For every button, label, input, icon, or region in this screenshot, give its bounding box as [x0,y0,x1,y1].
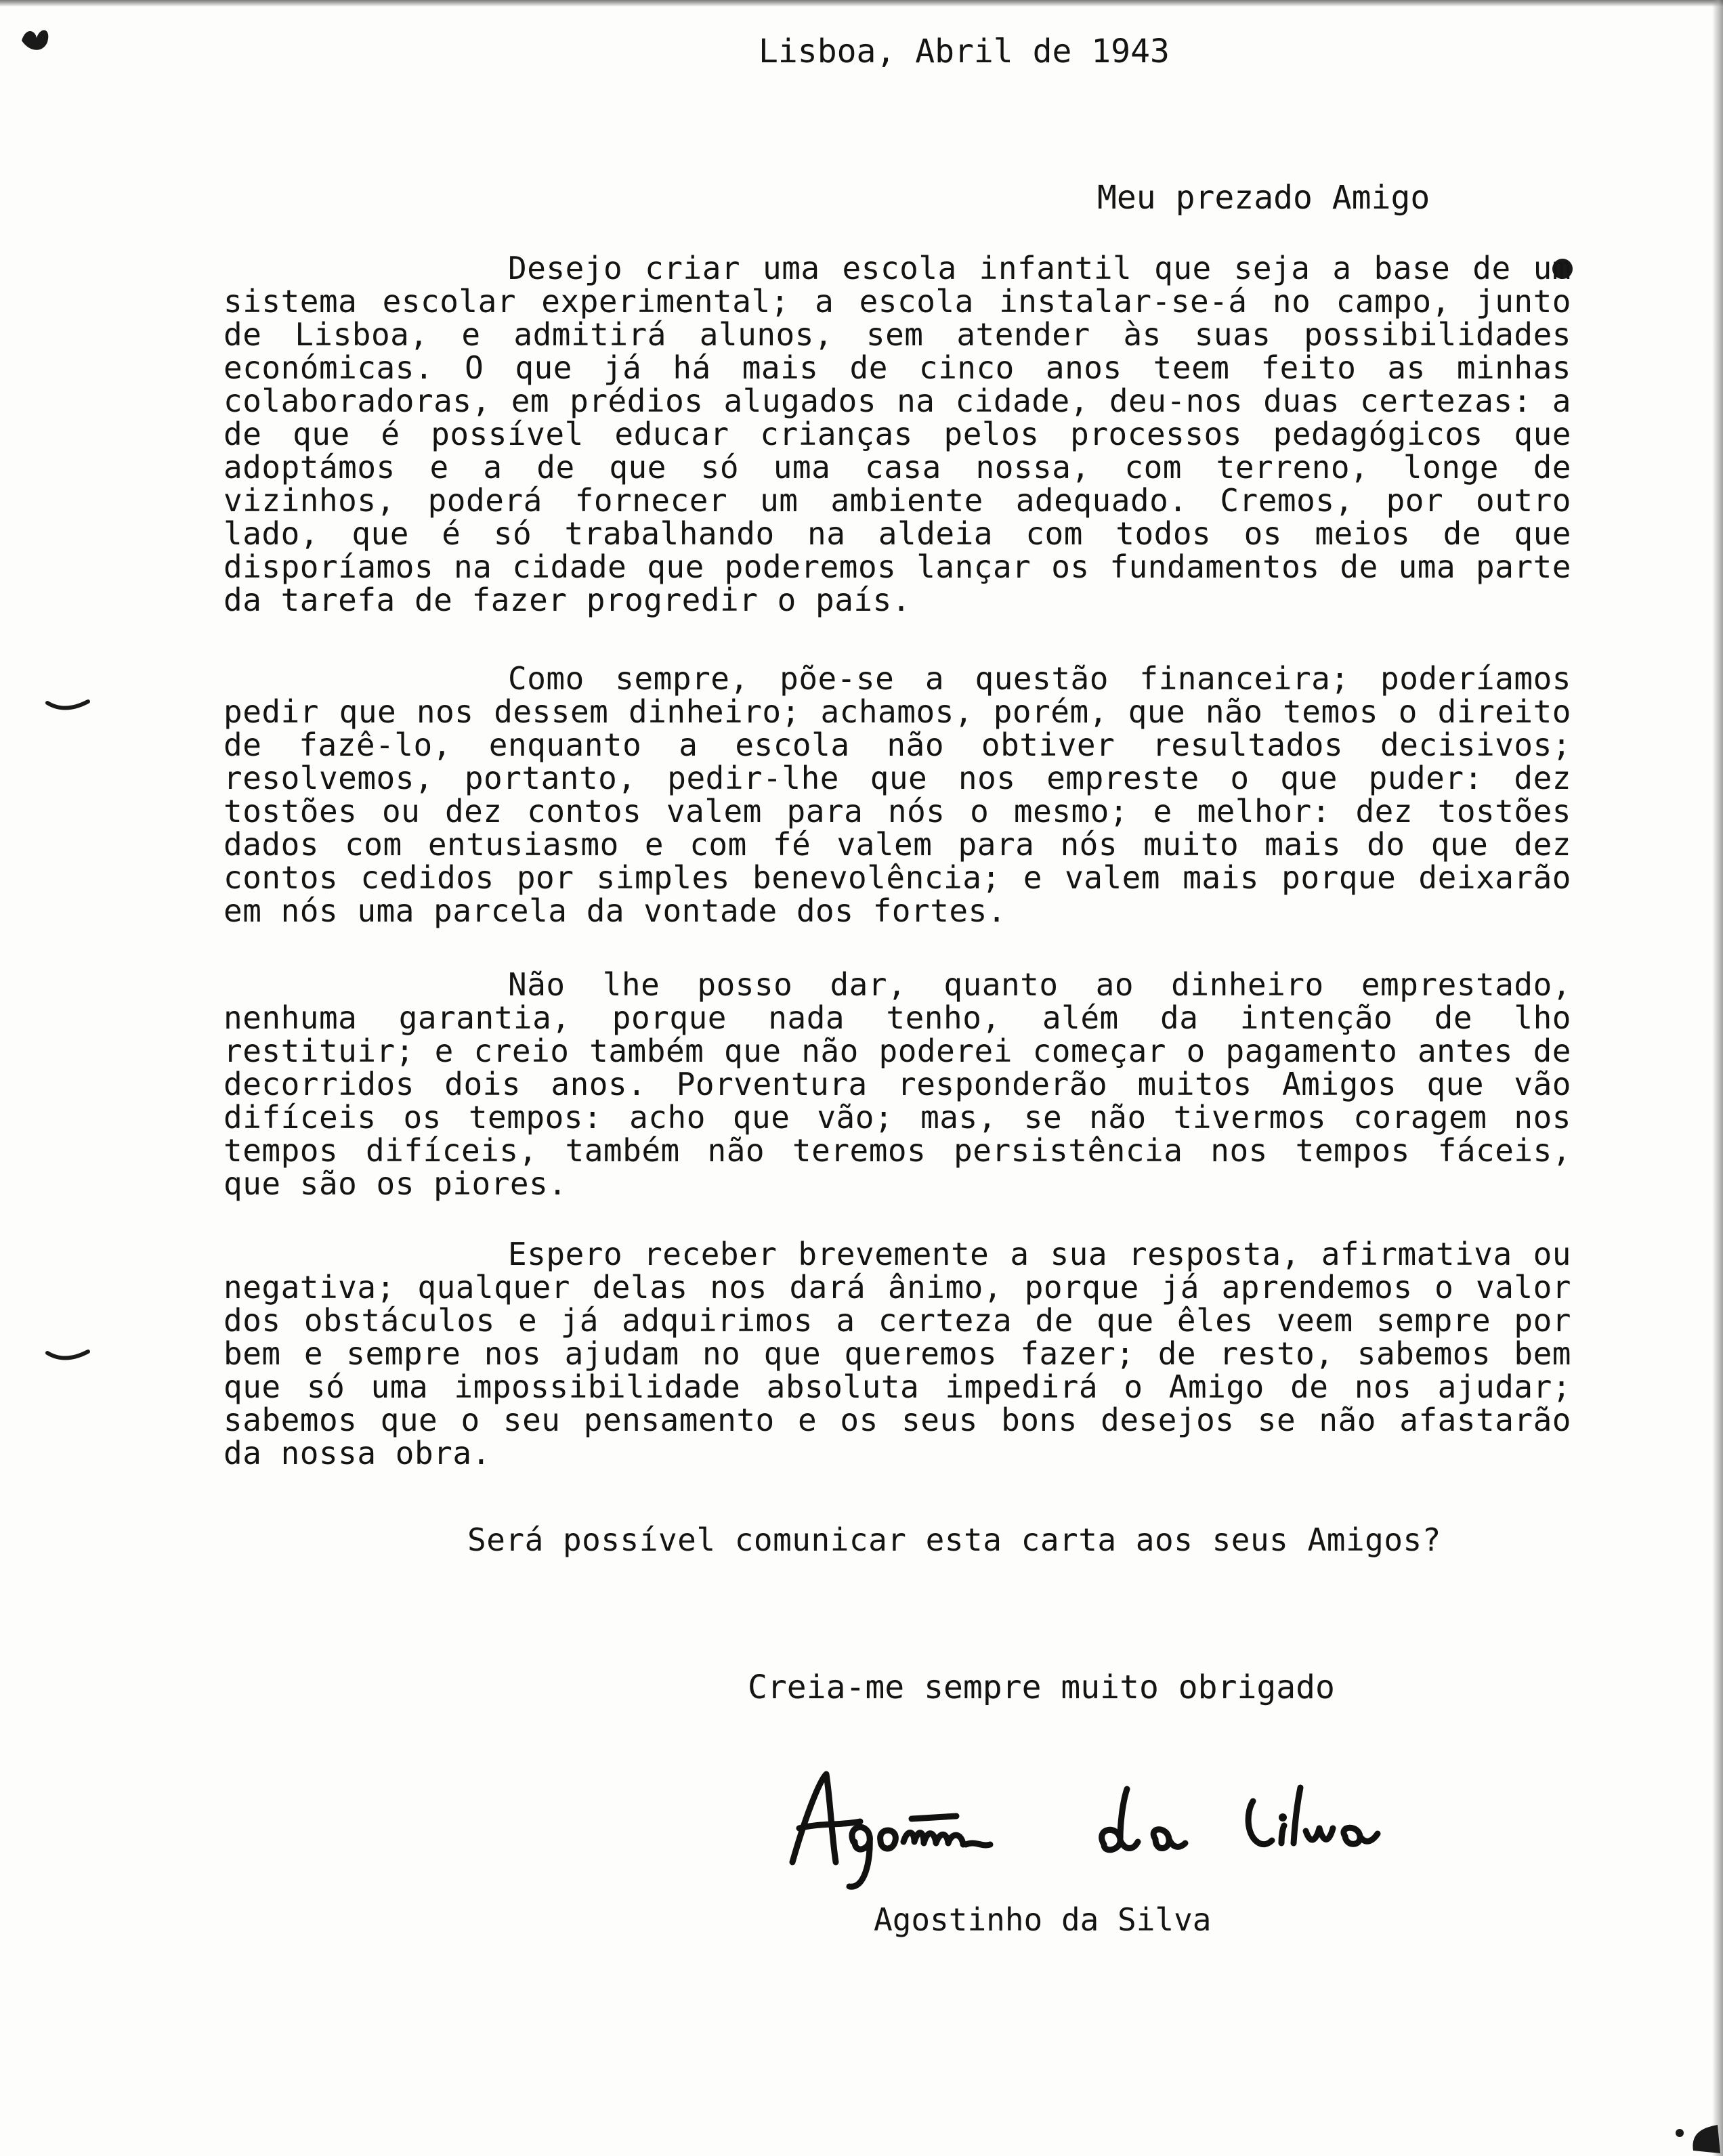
letter-paragraph: Como sempre, põe-se a questão financeira; poderíamos pedir que nos dessem dinheiro; achamos, porém, que não temos o direito de fazê-lo, enquanto a escola não obtiver resultados decisivos; resolvemos, portanto, pedir-lhe que nos empreste o que puder: dez tostões ou dez contos valem para nós o mesmo; e melhor: dez tostões dados com entusiasmo e com fé valem para nós muito mais do que dez contos cedidos por simples benevolência; e valem mais porque deixarão em nós uma parcela da vontade dos fortes. [224,660,1571,929]
date-line: Lisboa, Abril de 1943 [759,33,1170,70]
salutation: Meu prezado Amigo [1097,179,1430,217]
signer-name: Agostinho da Silva [874,1901,1212,1938]
closing-line: Creia-me sempre muito obrigado [748,1668,1335,1706]
page-right-edge [1712,0,1723,2156]
handwritten-signature [779,1761,1422,1896]
punch-hole-mark [45,1348,92,1368]
letter-paragraph: Será possível comunicar esta carta aos seus Amigos? [467,1522,1441,1558]
letter-paragraph: Espero receber brevemente a sua resposta, afirmativa ou negativa; qualquer delas nos dará ânimo, porque já aprendemos o valor dos obstáculos e já adquirimos a certeza de que êles veem sempre por bem e sempre nos ajudam no que queremos fazer; de resto, sabemos bem que só uma impossibilidade absoluta impedirá o Amigo de nos ajudar; sabemos que o seu pensamento e os seus bons desejos se não afastarão da nossa obra. [224,1236,1571,1471]
corner-damage-mark [1653,2086,1720,2153]
page-top-edge [0,0,1723,7]
ink-blot-mark [16,20,57,61]
letter-paragraph: Não lhe posso dar, quanto ao dinheiro emprestado, nenhuma garantia, porque nada tenho, além da intenção de lho restituir; e creio também que não poderei começar o pagamento antes de decorridos dois anos. Porventura responderão muitos Amigos que vão difíceis os tempos: acho que vão; mas, se não tivermos coragem nos tempos difíceis, também não teremos persistência nos tempos fáceis, que são os piores. [224,966,1571,1202]
letter-paragraph: Desejo criar uma escola infantil que seja a base de um sistema escolar experimental; a escola instalar-se-á no campo, junto de Lisboa, e admitirá alunos, sem atender às suas possibilidades económicas. O que já há mais de cinco anos teem feito as minhas colaboradoras, em prédios alugados na cidade, deu-nos duas certezas: a de que é possível educar crianças pelos processos pedagógicos que adoptámos e a de que só uma casa nossa, com terreno, longe de vizinhos, poderá fornecer um ambiente adequado. Cremos, por outro lado, que é só trabalhando na aldeia com todos os meios de que disporíamos na cidade que poderemos lançar os fundamentos de uma parte da tarefa de fazer progredir o país. [224,250,1571,618]
punch-hole-mark [45,697,92,718]
